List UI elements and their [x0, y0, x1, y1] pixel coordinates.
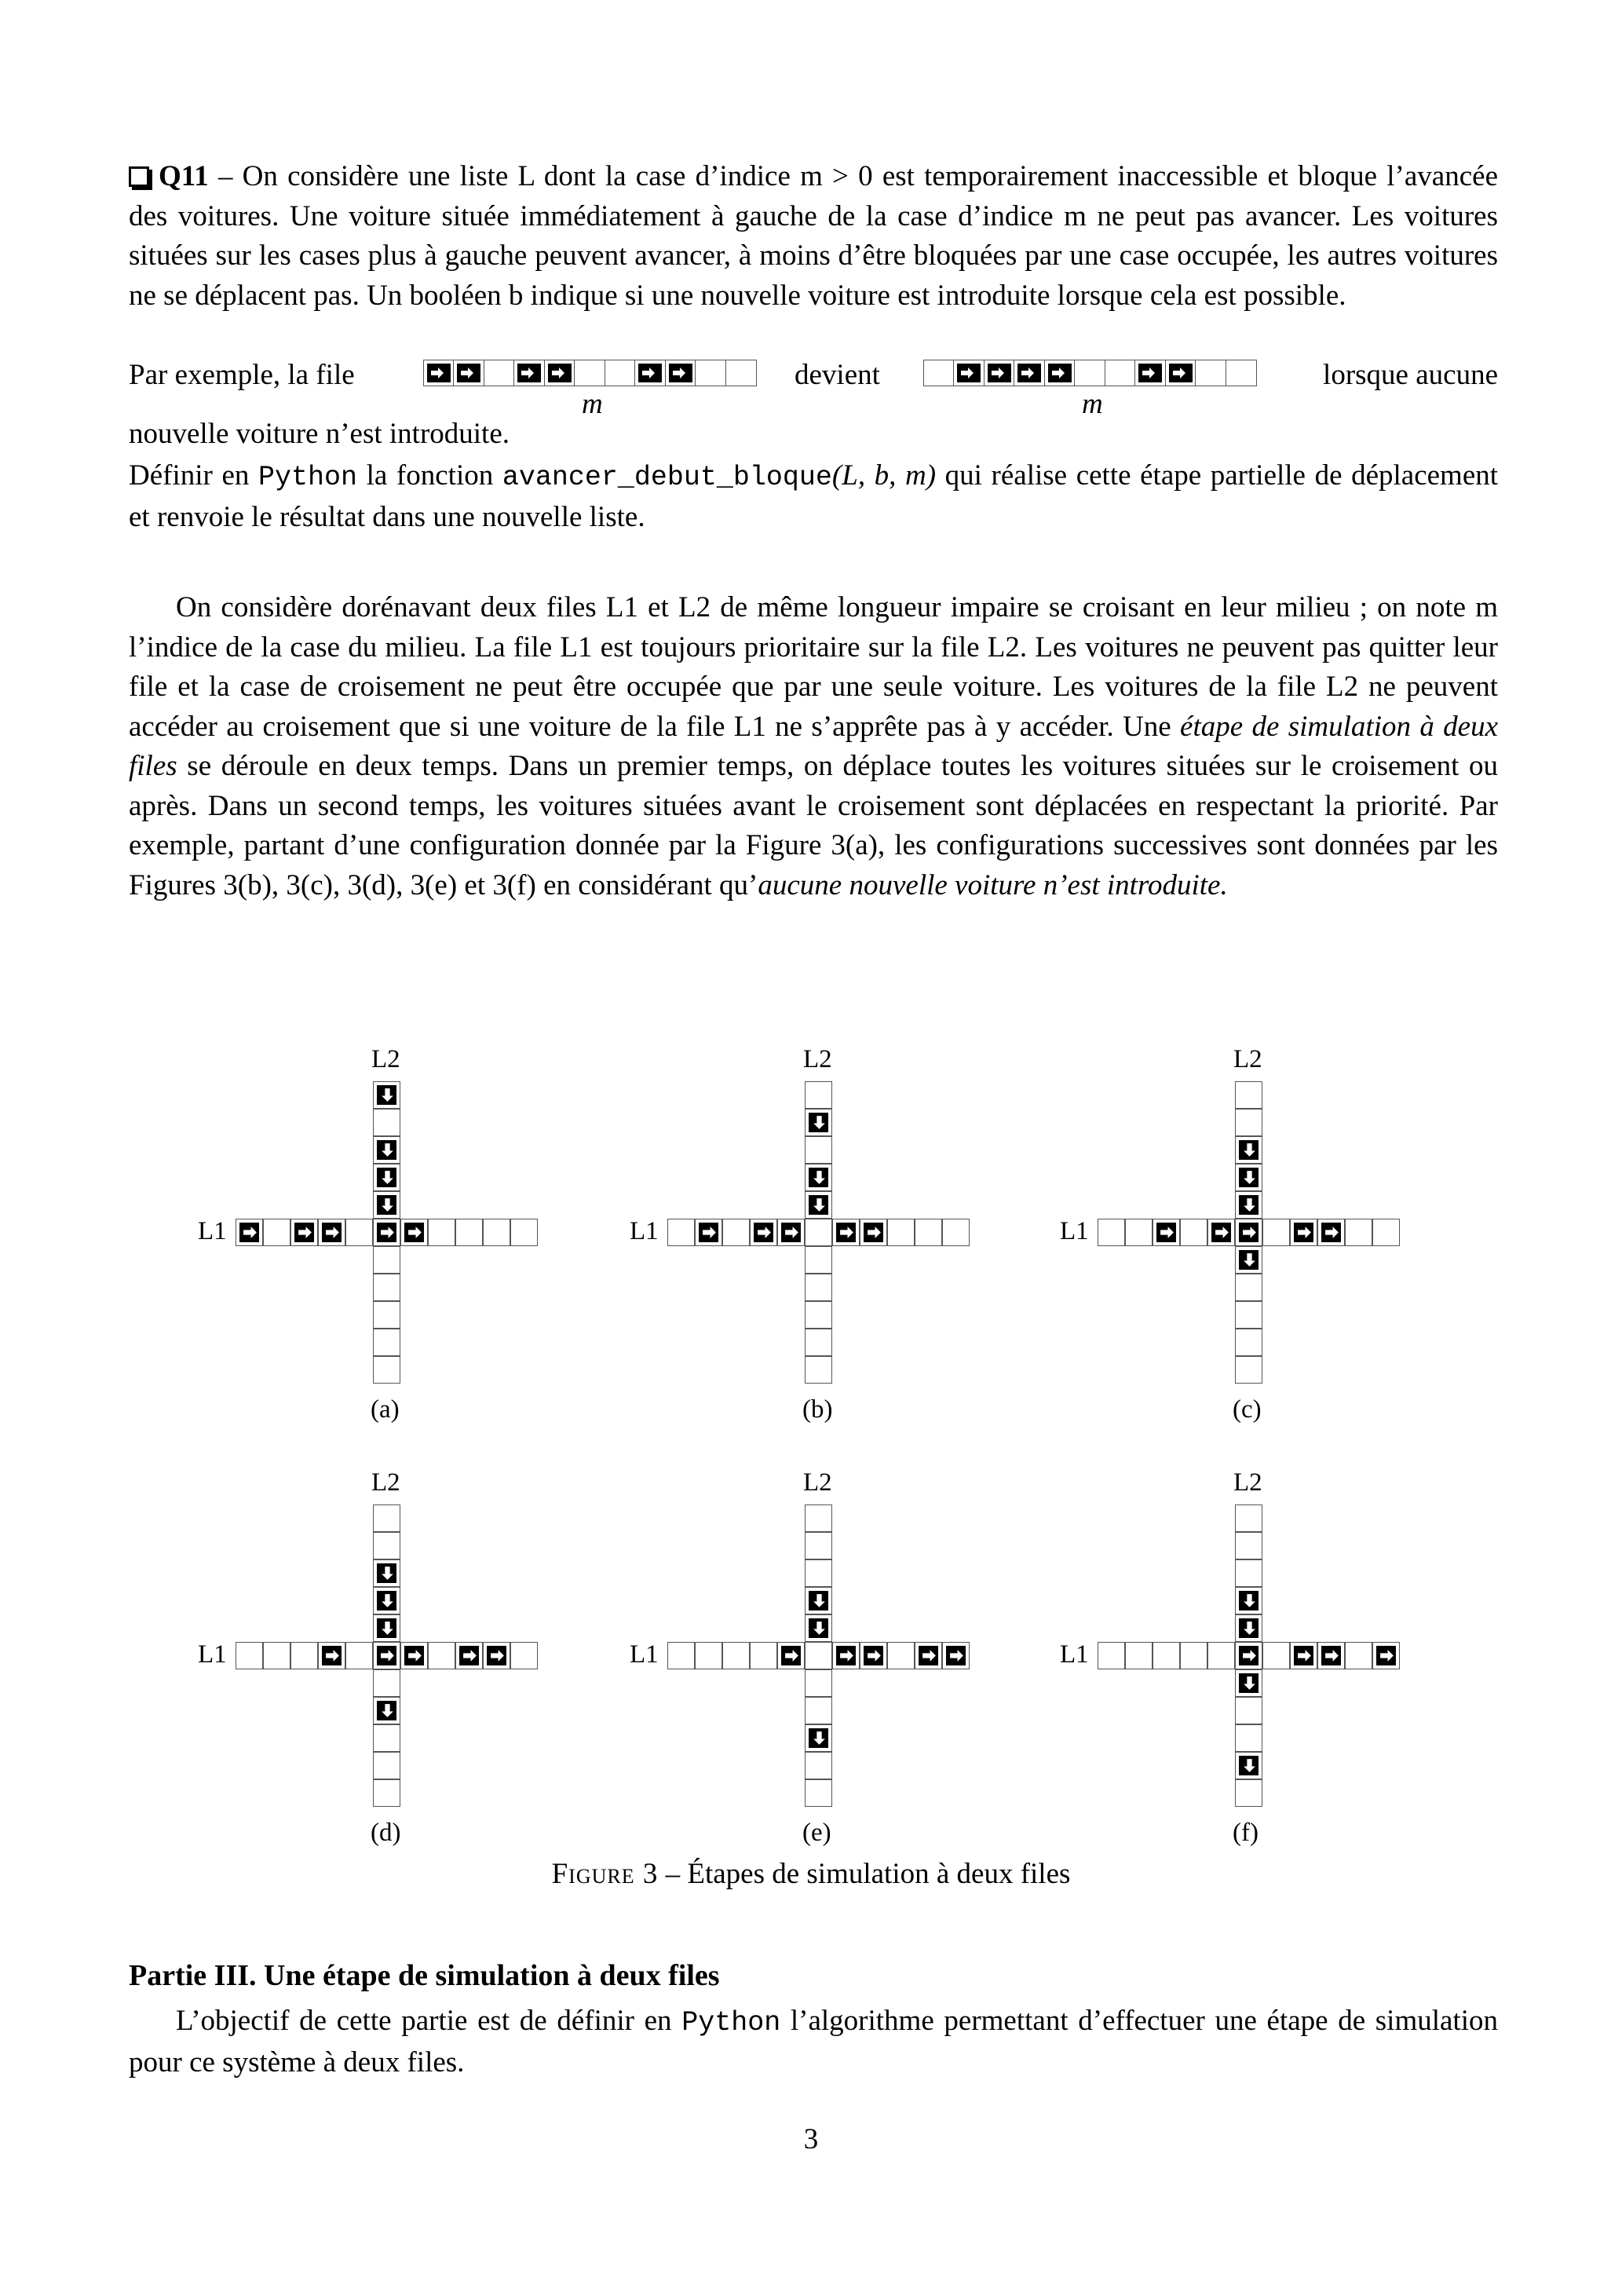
- q11-paragraph: [129, 157, 1498, 316]
- define-text-3: qui réalise cette étape partielle de déplacement et renvoie le résultat dans une nouvelle liste.: [129, 459, 1499, 533]
- right-arrow-icon: [1171, 365, 1187, 381]
- right-arrow-icon: [1214, 1224, 1230, 1241]
- empty-cell: [805, 1697, 832, 1724]
- l1-label: L1: [198, 1640, 227, 1669]
- empty-cell: [373, 1301, 400, 1329]
- define-python: Python: [258, 462, 358, 493]
- q11-intro: – On considère une liste L dont la case d’indice m > 0 est temporairement inaccessible et bloque l’avancée des voitures. Une voiture située immédiatement à gauche de la case d’indice m ne peut pas avancer. Les voitures situées sur les cases plus à gauche peuvent avancer, à moins d’être bloquées par une case occupée, les autres voitures ne se déplacent pas. Un booléen b indique si une nouvelle voiture est introduite lorsque cela est possible.: [129, 160, 1498, 312]
- car-cell: [805, 1724, 832, 1752]
- car-cell: [832, 1219, 860, 1246]
- car-cell: [1044, 360, 1076, 386]
- empty-cell: [1235, 1109, 1262, 1136]
- empty-cell: [290, 1642, 318, 1669]
- empty-cell: [1235, 1724, 1262, 1752]
- car-cell: [318, 1219, 345, 1246]
- car-cell: [455, 1642, 483, 1669]
- car-cell: [1165, 360, 1196, 386]
- empty-cell: [805, 1301, 832, 1329]
- right-arrow-icon: [324, 1224, 341, 1241]
- part3-text-1: L’objectif de cette partie est de définir en: [176, 2005, 672, 2037]
- empty-cell: [805, 1559, 832, 1587]
- empty-cell: [373, 1246, 400, 1274]
- l2-label: L2: [803, 1468, 832, 1497]
- l1-label: L1: [630, 1640, 659, 1669]
- empty-cell: [263, 1642, 290, 1669]
- car-cell: [373, 1697, 400, 1724]
- car-cell: [832, 1642, 860, 1669]
- car-cell: [1134, 360, 1166, 386]
- car-cell: [805, 1614, 832, 1642]
- empty-cell: [805, 1081, 832, 1109]
- l1-label: L1: [198, 1217, 227, 1245]
- example-row-after: [924, 360, 1257, 386]
- empty-cell: [373, 1752, 400, 1779]
- crossing-cell: [805, 1219, 832, 1246]
- empty-cell: [1235, 1504, 1262, 1532]
- right-arrow-icon: [1296, 1224, 1313, 1241]
- panel-label: (c): [1233, 1395, 1262, 1424]
- l2-label: L2: [1233, 1468, 1262, 1497]
- right-arrow-icon: [866, 1224, 882, 1241]
- car-cell: [1290, 1219, 1317, 1246]
- right-arrow-icon: [462, 1647, 478, 1664]
- empty-cell: [923, 360, 955, 386]
- para2-italic-1: étape de simulation à deux files: [129, 710, 1499, 782]
- l1-label: L1: [1060, 1217, 1089, 1245]
- car-cell: [860, 1219, 887, 1246]
- car-cell: [665, 360, 696, 386]
- panel-label: (d): [371, 1819, 401, 1847]
- empty-cell: [887, 1219, 915, 1246]
- caption-text: – Étapes de simulation à deux files: [665, 1858, 1071, 1890]
- empty-cell: [1098, 1219, 1125, 1246]
- empty-cell: [805, 1356, 832, 1384]
- empty-cell: [805, 1752, 832, 1779]
- right-arrow-icon: [948, 1647, 965, 1664]
- car-cell: [953, 360, 985, 386]
- empty-cell: [722, 1219, 750, 1246]
- car-cell: [1317, 1642, 1345, 1669]
- empty-cell: [373, 1109, 400, 1136]
- empty-cell: [1180, 1642, 1207, 1669]
- l2-label: L2: [1233, 1045, 1262, 1073]
- right-arrow-icon: [1159, 1224, 1175, 1241]
- crossing-panel: [1060, 1045, 1400, 1454]
- right-arrow-icon: [671, 365, 687, 381]
- empty-cell: [942, 1219, 970, 1246]
- down-arrow-icon: [1241, 1169, 1258, 1186]
- empty-cell: [373, 1532, 400, 1559]
- part3-title: Partie III. Une étape de simulation à deux files: [129, 1959, 720, 1992]
- empty-cell: [805, 1779, 832, 1807]
- l2-label: L2: [803, 1045, 832, 1073]
- down-arrow-icon: [379, 1087, 396, 1103]
- empty-cell: [805, 1136, 832, 1164]
- empty-cell: [1262, 1219, 1290, 1246]
- empty-cell: [1235, 1274, 1262, 1301]
- panel-label: (f): [1233, 1819, 1259, 1847]
- example-end: nouvelle voiture n’est introduite.: [129, 418, 510, 450]
- panel-label: (a): [371, 1395, 400, 1424]
- car-cell: [1235, 1614, 1262, 1642]
- car-cell: [373, 1164, 400, 1191]
- l1-label: L1: [1060, 1640, 1089, 1669]
- car-cell: [777, 1642, 805, 1669]
- empty-cell: [373, 1724, 400, 1752]
- car-cell: [318, 1642, 345, 1669]
- empty-cell: [805, 1329, 832, 1356]
- car-cell: [400, 1642, 428, 1669]
- empty-cell: [1262, 1642, 1290, 1669]
- right-arrow-icon: [701, 1224, 718, 1241]
- empty-cell: [1153, 1642, 1180, 1669]
- down-arrow-icon: [379, 1197, 396, 1213]
- car-cell: [1235, 1136, 1262, 1164]
- car-cell: [544, 360, 575, 386]
- down-arrow-icon: [811, 1197, 827, 1213]
- car-cell: [805, 1191, 832, 1219]
- l2-label: L2: [371, 1468, 400, 1497]
- empty-cell: [263, 1219, 290, 1246]
- empty-cell: [1345, 1219, 1372, 1246]
- car-cell: [1235, 1587, 1262, 1614]
- q11-marker: Q11: [159, 160, 209, 192]
- down-arrow-icon: [1241, 1757, 1258, 1774]
- car-cell: [1235, 1669, 1262, 1697]
- down-arrow-icon: [1241, 1142, 1258, 1158]
- simulation-paragraph: [129, 588, 1498, 905]
- right-arrow-icon: [407, 1224, 423, 1241]
- empty-cell: [236, 1642, 263, 1669]
- down-arrow-icon: [1241, 1620, 1258, 1636]
- empty-cell: [805, 1274, 832, 1301]
- crossing-cell: [373, 1642, 400, 1669]
- down-arrow-icon: [1241, 1252, 1258, 1268]
- right-arrow-icon: [1241, 1224, 1258, 1241]
- car-cell: [483, 1642, 510, 1669]
- empty-cell: [750, 1642, 777, 1669]
- part3-paragraph: [129, 2002, 1498, 2082]
- empty-cell: [805, 1504, 832, 1532]
- right-arrow-icon: [1020, 365, 1036, 381]
- empty-cell: [1180, 1219, 1207, 1246]
- example-prefix: Par exemple, la file: [129, 359, 355, 391]
- car-cell: [805, 1164, 832, 1191]
- empty-cell: [1235, 1356, 1262, 1384]
- car-cell: [1235, 1752, 1262, 1779]
- right-arrow-icon: [866, 1647, 882, 1664]
- empty-cell: [373, 1779, 400, 1807]
- empty-cell: [1125, 1219, 1153, 1246]
- empty-cell: [1345, 1642, 1372, 1669]
- car-cell: [1014, 360, 1045, 386]
- car-cell: [1235, 1164, 1262, 1191]
- right-arrow-icon: [921, 1647, 937, 1664]
- down-arrow-icon: [811, 1592, 827, 1609]
- empty-cell: [1372, 1219, 1400, 1246]
- empty-cell: [428, 1219, 455, 1246]
- right-arrow-icon: [1379, 1647, 1395, 1664]
- empty-cell: [373, 1356, 400, 1384]
- empty-cell: [574, 360, 605, 386]
- right-arrow-icon: [990, 365, 1006, 381]
- right-arrow-icon: [838, 1224, 855, 1241]
- right-arrow-icon: [297, 1224, 313, 1241]
- define-text-1: Définir en: [129, 459, 250, 492]
- right-arrow-icon: [1050, 365, 1066, 381]
- car-cell: [1372, 1642, 1400, 1669]
- right-arrow-icon: [1241, 1647, 1258, 1664]
- down-arrow-icon: [811, 1620, 827, 1636]
- car-cell: [373, 1614, 400, 1642]
- example-middle: devient: [795, 359, 880, 391]
- right-arrow-icon: [784, 1647, 800, 1664]
- car-cell: [1235, 1191, 1262, 1219]
- car-cell: [695, 1219, 722, 1246]
- down-arrow-icon: [1241, 1675, 1258, 1691]
- empty-cell: [915, 1219, 942, 1246]
- panel-label: (b): [802, 1395, 833, 1424]
- car-cell: [984, 360, 1015, 386]
- empty-cell: [695, 360, 726, 386]
- empty-cell: [510, 1219, 538, 1246]
- right-arrow-icon: [550, 365, 566, 381]
- right-arrow-icon: [489, 1647, 506, 1664]
- empty-cell: [667, 1642, 695, 1669]
- panel-label: (e): [802, 1819, 831, 1847]
- down-arrow-icon: [379, 1565, 396, 1581]
- car-cell: [860, 1642, 887, 1669]
- crossing-cell: [1235, 1219, 1262, 1246]
- car-cell: [373, 1559, 400, 1587]
- para2-italic-2: aucune nouvelle voiture n’est introduite.: [758, 868, 1228, 901]
- empty-cell: [345, 1219, 373, 1246]
- down-arrow-icon: [379, 1169, 396, 1186]
- down-arrow-icon: [811, 1169, 827, 1186]
- car-cell: [373, 1136, 400, 1164]
- empty-cell: [455, 1219, 483, 1246]
- crossing-panel: [198, 1468, 538, 1877]
- empty-cell: [345, 1642, 373, 1669]
- right-arrow-icon: [959, 365, 975, 381]
- para2-text-1: On considère dorénavant deux files L1 et L2 de même longueur impaire se croisant en leur milieu ; on note m l’indice de la case du milieu. La file L1 est toujours prioritaire sur la file L2. Les voitures ne peuvent pas quitter leur file et la case de croisement ne peut être occupée que par une seule voiture. Les voitures de la file L2 ne peuvent accéder au croisement que si une voiture de la file L1 ne s’apprête pas à y accéder. Une: [129, 591, 1498, 743]
- down-arrow-icon: [379, 1620, 396, 1636]
- empty-cell: [373, 1329, 400, 1356]
- down-arrow-icon: [379, 1142, 396, 1158]
- empty-cell: [725, 360, 757, 386]
- empty-cell: [1105, 360, 1136, 386]
- checkbox-square-icon: [129, 166, 149, 187]
- car-cell: [1235, 1246, 1262, 1274]
- empty-cell: [805, 1669, 832, 1697]
- empty-cell: [1195, 360, 1226, 386]
- empty-cell: [483, 1219, 510, 1246]
- car-cell: [423, 360, 455, 386]
- define-text-2: la fonction: [366, 459, 494, 492]
- right-arrow-icon: [641, 365, 656, 381]
- right-arrow-icon: [1324, 1224, 1340, 1241]
- m-label-after: m: [1082, 388, 1103, 420]
- car-cell: [373, 1191, 400, 1219]
- right-arrow-icon: [756, 1224, 773, 1241]
- para2-text-2: se déroule en deux temps. Dans un premier temps, on déplace toutes les voitures situées sur le croisement ou après. Dans un second temps, les voitures situées avant le croisement sont déplacées en respectant la priorité. Par exemple, partant d’une configuration donnée par la Figure 3(a), les configurations successives sont données par les Figures 3(b), 3(c), 3(d), 3(e) et 3(f) en considérant qu’: [129, 750, 1498, 901]
- empty-cell: [1098, 1642, 1125, 1669]
- car-cell: [453, 360, 484, 386]
- empty-cell: [428, 1642, 455, 1669]
- crossing-cell: [805, 1642, 832, 1669]
- empty-cell: [887, 1642, 915, 1669]
- l1-label: L1: [630, 1217, 659, 1245]
- crossing-panel: [630, 1468, 970, 1877]
- empty-cell: [373, 1669, 400, 1697]
- empty-cell: [1235, 1559, 1262, 1587]
- empty-cell: [1235, 1779, 1262, 1807]
- empty-cell: [373, 1504, 400, 1532]
- right-arrow-icon: [379, 1224, 396, 1241]
- down-arrow-icon: [811, 1730, 827, 1746]
- right-arrow-icon: [324, 1647, 341, 1664]
- car-cell: [805, 1109, 832, 1136]
- car-cell: [290, 1219, 318, 1246]
- car-cell: [777, 1219, 805, 1246]
- car-cell: [915, 1642, 942, 1669]
- q11-define: [129, 456, 1498, 537]
- empty-cell: [667, 1219, 695, 1246]
- down-arrow-icon: [379, 1592, 396, 1609]
- down-arrow-icon: [1241, 1592, 1258, 1609]
- empty-cell: [510, 1642, 538, 1669]
- right-arrow-icon: [459, 365, 475, 381]
- right-arrow-icon: [407, 1647, 423, 1664]
- crossing-panel: [1060, 1468, 1400, 1877]
- car-cell: [634, 360, 666, 386]
- empty-cell: [373, 1274, 400, 1301]
- empty-cell: [1235, 1301, 1262, 1329]
- define-function-name: avancer_debut_bloque: [502, 462, 832, 493]
- empty-cell: [805, 1532, 832, 1559]
- empty-cell: [1074, 360, 1105, 386]
- right-arrow-icon: [1324, 1647, 1340, 1664]
- crossing-panel: [630, 1045, 970, 1454]
- empty-cell: [805, 1246, 832, 1274]
- crossing-cell: [373, 1219, 400, 1246]
- empty-cell: [1226, 360, 1257, 386]
- empty-cell: [605, 360, 636, 386]
- part3-text-2: l’algorithme permettant d’effectuer une étape de simulation pour ce système à deux files.: [129, 2005, 1499, 2078]
- m-label-before: m: [582, 388, 603, 420]
- down-arrow-icon: [811, 1114, 827, 1131]
- empty-cell: [695, 1642, 722, 1669]
- car-cell: [236, 1219, 263, 1246]
- car-cell: [750, 1219, 777, 1246]
- define-function-args: (L, b, m): [831, 459, 937, 492]
- car-cell: [1290, 1642, 1317, 1669]
- car-cell: [373, 1587, 400, 1614]
- car-cell: [373, 1081, 400, 1109]
- right-arrow-icon: [379, 1647, 396, 1664]
- down-arrow-icon: [1241, 1197, 1258, 1213]
- car-cell: [1207, 1219, 1235, 1246]
- example-row-before: [424, 360, 757, 386]
- car-cell: [805, 1587, 832, 1614]
- empty-cell: [1125, 1642, 1153, 1669]
- right-arrow-icon: [784, 1224, 800, 1241]
- example-suffix: lorsque aucune: [1323, 359, 1498, 391]
- caption-word: Figure 3: [551, 1858, 659, 1890]
- empty-cell: [1207, 1642, 1235, 1669]
- car-cell: [400, 1219, 428, 1246]
- empty-cell: [722, 1642, 750, 1669]
- empty-cell: [1235, 1081, 1262, 1109]
- part3-python: Python: [681, 2007, 781, 2038]
- right-arrow-icon: [1296, 1647, 1313, 1664]
- car-cell: [942, 1642, 970, 1669]
- right-arrow-icon: [429, 365, 445, 381]
- right-arrow-icon: [520, 365, 535, 381]
- figure-caption: [0, 1855, 1622, 1895]
- l2-label: L2: [371, 1045, 400, 1073]
- empty-cell: [1235, 1329, 1262, 1356]
- car-cell: [1153, 1219, 1180, 1246]
- car-cell: [1317, 1219, 1345, 1246]
- down-arrow-icon: [379, 1702, 396, 1719]
- empty-cell: [1235, 1532, 1262, 1559]
- empty-cell: [484, 360, 515, 386]
- crossing-panel: [198, 1045, 538, 1454]
- car-cell: [513, 360, 545, 386]
- empty-cell: [1235, 1697, 1262, 1724]
- right-arrow-icon: [838, 1647, 855, 1664]
- right-arrow-icon: [242, 1224, 258, 1241]
- page-number: 3: [803, 2123, 819, 2155]
- right-arrow-icon: [1141, 365, 1156, 381]
- crossing-cell: [1235, 1642, 1262, 1669]
